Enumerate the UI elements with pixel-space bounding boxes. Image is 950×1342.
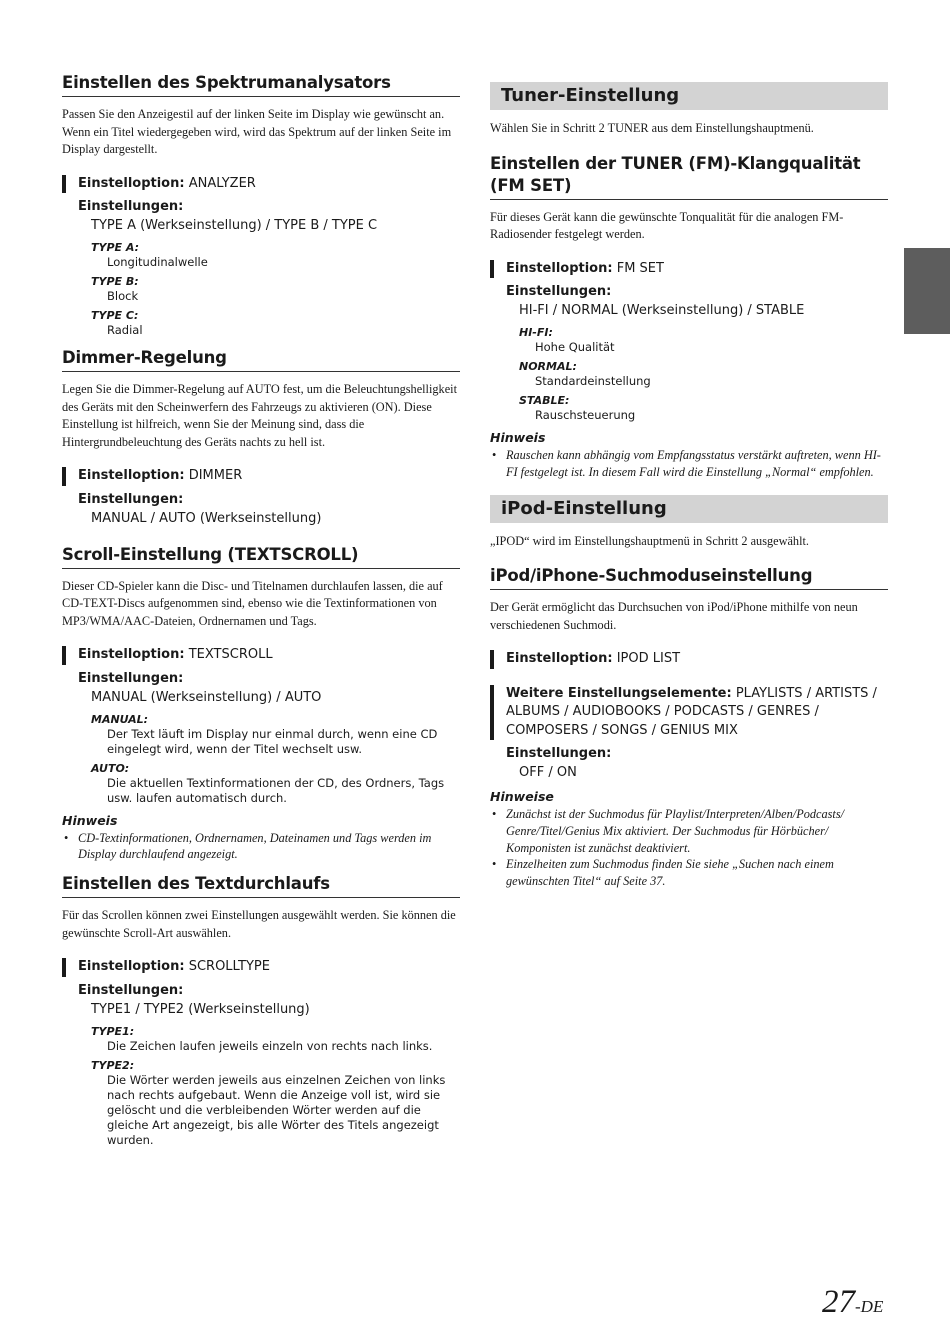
section-title: Einstellen des Textdurchlaufs (62, 873, 460, 898)
option-label: Einstelloption: (78, 468, 185, 483)
settings-values: HI-FI / NORMAL (Werkseinstellung) / STABLE (519, 303, 805, 318)
note-item: • Zunächst ist der Suchmodus für Playlist/Interpreten/Alben/Podcasts/ Genre/Titel/Genius Mix aktiviert. Der Suchmodus für Hörbücher/ Komponisten ist zunächst deaktiviert. (490, 806, 888, 856)
section-title: Dimmer-Regelung (62, 347, 460, 372)
note-item: • CD-Textinformationen, Ordnernamen, Dateinamen und Tags werden im Display durchlaufend angezeigt. (62, 830, 460, 864)
section-intro: „IPOD“ wird im Einstellungshauptmenü in Schritt 2 ausgewählt. (490, 533, 809, 548)
section-intro: Für dieses Gerät kann die gewünschte Tonqualität für die analogen FM-Radiosender festgelegt werden. (490, 209, 844, 241)
settings-label: Einstellungen: (506, 746, 612, 762)
def-term: AUTO: (91, 761, 130, 775)
section-fmset (490, 153, 888, 481)
section-spektrumanalysator (62, 72, 460, 338)
setting-option (62, 467, 460, 486)
option-value: FM SET (612, 260, 664, 276)
option-value: DIMMER (184, 468, 243, 483)
option-value: IPOD LIST (612, 651, 681, 667)
settings-label: Einstellungen: (78, 491, 184, 507)
option-label: Einstelloption: (78, 647, 185, 662)
option-label: Einstelloption: (78, 959, 185, 975)
section-intro: Der Gerät ermöglicht das Durchsuchen von iPod/iPhone mithilfe von neun verschiedenen Suchmodi. (490, 600, 858, 632)
section-intro: Wählen Sie in Schritt 2 TUNER aus dem Einstellungshauptmenü. (490, 121, 814, 135)
note-item: • Rauschen kann abhängig vom Empfangsstatus verstärkt auftreten, wenn HI-FI festgelegt ist. In diesem Fall wird die Einstellung „Normal“ empfohlen. (490, 447, 888, 481)
def-term: MANUAL: (91, 712, 149, 726)
option-value: TEXTSCROLL (184, 647, 273, 662)
section-textdurchlauf (62, 873, 460, 1148)
def-term: STABLE: (519, 394, 570, 407)
def-term: TYPE C: (91, 309, 139, 322)
settings-label: Einstellungen: (506, 284, 612, 299)
def-desc: Longitudinalwelle (107, 255, 208, 269)
section-title: Einstellen der TUNER (FM)-Klangqualität (FM SET) (490, 153, 888, 200)
settings-label: Einstellungen: (78, 199, 184, 214)
settings-values: TYPE1 / TYPE2 (Werkseinstellung) (91, 1001, 310, 1017)
page-number (822, 1284, 883, 1321)
more-value: PLAYLISTS / ARTISTS / ALBUMS / AUDIOBOOKS / PODCASTS / GENRES / COMPOSERS / SONGS / GENIUS MIX (506, 685, 877, 738)
def-desc: Block (107, 289, 139, 303)
section-thumb-tab (904, 248, 950, 334)
section-dimmer (62, 347, 460, 528)
option-value: SCROLLTYPE (184, 959, 270, 975)
section-title: Scroll-Einstellung (TEXTSCROLL) (62, 544, 460, 569)
def-term: TYPE2: (91, 1058, 135, 1072)
def-term: TYPE1: (91, 1024, 135, 1038)
band-title: Tuner-Einstellung (490, 82, 888, 110)
section-title: iPod/iPhone-Suchmoduseinstellung (490, 565, 888, 590)
settings-values: OFF / ON (519, 765, 577, 781)
settings-values: MANUAL / AUTO (Werkseinstellung) (91, 510, 322, 526)
option-label: Einstelloption: (506, 651, 613, 667)
section-suchmodus (490, 565, 888, 890)
def-desc: Der Text läuft im Display nur einmal durch, wenn eine CD eingelegt wird, wenn der Titel wechselt usw. (107, 726, 438, 756)
def-desc: Radial (107, 323, 143, 337)
def-term: TYPE A: (91, 241, 139, 254)
def-desc: Hohe Qualität (535, 340, 615, 354)
section-title: Einstellen des Spektrumanalysators (62, 72, 460, 97)
more-label: Weitere Einstellungselemente: (506, 685, 732, 701)
def-desc: Rauschsteuerung (535, 408, 636, 422)
setting-option (62, 646, 460, 665)
page-number-value: 27 (822, 1284, 855, 1320)
settings-label: Einstellungen: (78, 982, 184, 998)
def-desc: Die Zeichen laufen jeweils einzeln von rechts nach links. (107, 1038, 433, 1053)
option-label: Einstelloption: (506, 260, 613, 276)
settings-values: MANUAL (Werkseinstellung) / AUTO (91, 689, 322, 705)
section-intro: Legen Sie die Dimmer-Regelung auf AUTO fest, um die Beleuchtungshelligkeit des Geräts mit den Scheinwerfern des Fahrzeugs zu aktivieren (ON). Diese Einstellung ist hilfreich, wenn Sie der Meinung sind, dass die Hintergrundbeleuchtung des Geräts nachts zu hell ist. (62, 382, 457, 449)
left-column (62, 72, 460, 1153)
page-language-suffix: -DE (855, 1297, 884, 1316)
setting-option (62, 958, 460, 977)
note-title: Hinweise (490, 789, 554, 805)
def-desc: Die Wörter werden jeweils aus einzelnen Zeichen von links nach rechts aufgebaut. Wenn die Anzeige voll ist, wird sie gelöscht und die verbleibenden Wörter werden auf die gleiche Art angezeigt, bis alle Wörter des Titels angezeigt wurden. (107, 1072, 446, 1147)
right-column (490, 72, 888, 890)
def-desc: Standardeinstellung (535, 374, 651, 388)
section-intro: Dieser CD-Spieler kann die Disc- und Titelnamen durchlaufen lassen, die auf CD-TEXT-Discs aufgenommen sind, ebenso wie die Textinformationen von MP3/WMA/AAC-Dateien, Ordnernamen und Tags. (62, 578, 443, 628)
band-title: iPod-Einstellung (490, 495, 888, 523)
note-title: Hinweis (62, 812, 118, 828)
settings-label: Einstellungen: (78, 670, 184, 686)
section-intro: Für das Scrollen können zwei Einstellungen ausgewählt werden. Sie können die gewünschte Scroll-Art auswählen. (62, 908, 456, 940)
section-tuner (490, 82, 888, 138)
section-ipod (490, 495, 888, 551)
setting-option (490, 650, 888, 669)
option-value: ANALYZER (184, 175, 256, 191)
section-intro: Passen Sie den Anzeigestil auf der linken Seite im Display wie gewünscht an. Wenn ein Titel wiedergegeben wird, wird das Spektrum auf der linken Seite im Display dargestellt. (62, 107, 452, 156)
note-item: • Einzelheiten zum Suchmodus finden Sie siehe „Suchen nach einem gewünschten Titel“ auf Seite 37. (490, 856, 888, 890)
def-term: TYPE B: (91, 275, 139, 288)
def-term: NORMAL: (519, 360, 577, 373)
setting-more-elements (490, 685, 888, 741)
setting-option (490, 260, 888, 279)
option-label: Einstelloption: (78, 175, 185, 191)
setting-option (62, 175, 460, 194)
def-desc: Die aktuellen Textinformationen der CD, des Ordners, Tags usw. laufen automatisch durch. (107, 775, 445, 805)
def-term: HI-FI: (519, 326, 553, 339)
note-title: Hinweis (490, 430, 546, 445)
settings-values: TYPE A (Werkseinstellung) / TYPE B / TYPE C (91, 218, 378, 233)
section-scroll (62, 544, 460, 864)
